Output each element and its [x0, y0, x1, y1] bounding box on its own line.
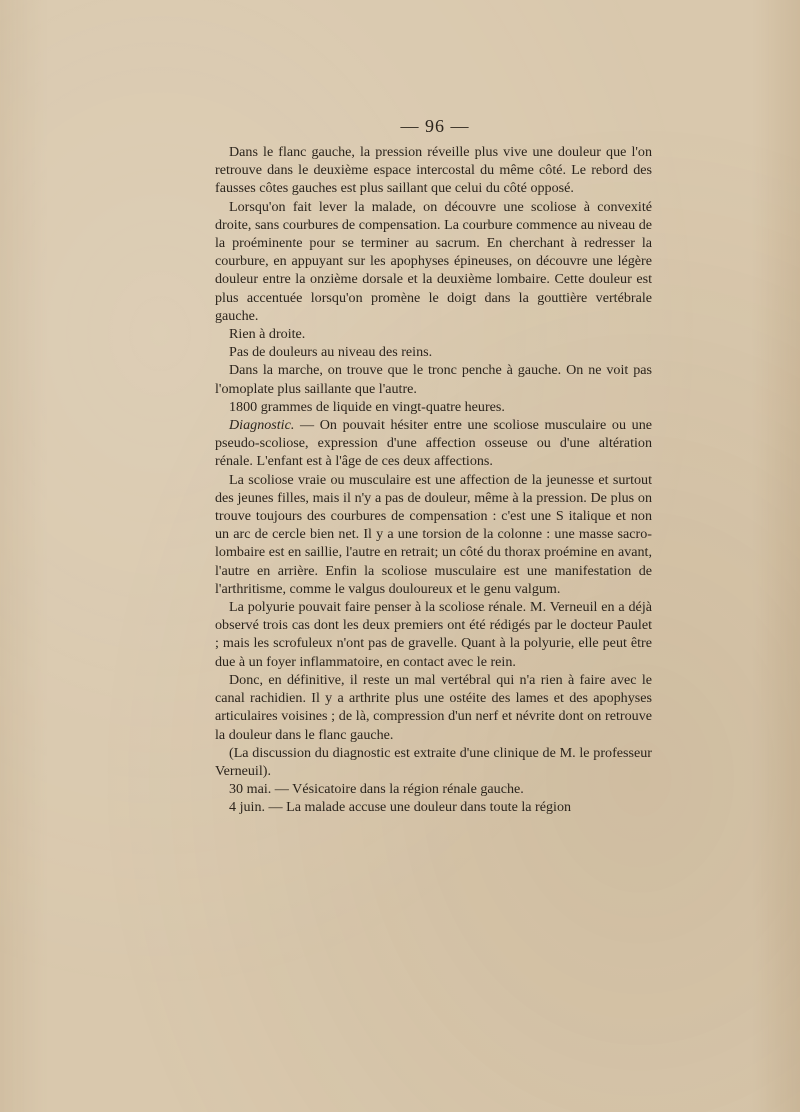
paragraph: La scoliose vraie ou musculaire est une affection de la jeunesse et surtout des jeunes filles, mais il n'y a pas de douleur, même à la pression. De plus on trouve toujours des courbures de compensation : c'est une S italique et non un arc de cercle bien net. Il y a une torsion de la colonne : une masse sacro-lombaire est en saillie, l'autre en retrait; un côté du thorax proémine en avant, l'autre en arrière. Enfin la scoliose musculaire est une manifestation de l'arthritisme, comme le valgus douloureux et le genu valgum. [215, 471, 652, 597]
paragraph: 1800 grammes de liquide en vingt-quatre heures. [229, 398, 505, 415]
paragraph: La polyurie pouvait faire penser à la scoliose rénale. M. Verneuil en a déjà observé trois cas dont les deux premiers ont été rédigés par le docteur Paulet ; mais les scrofuleux n'ont pas de gravelle. Quant à la polyurie, elle peut être due à un foyer inflammatoire, en contact avec le rein. [215, 599, 652, 670]
diagnostic-text: — On pouvait hésiter entre une scoliose musculaire ou une pseudo-scoliose, expression d'une affection osseuse ou d'une altération rénale. L'enfant est à l'âge de ces deux affections. [215, 417, 652, 470]
paragraph: Donc, en définitive, il reste un mal vertébral qui n'a rien à faire avec le canal rachidien. Il y a arthrite plus une ostéite des lames et des apophyses articulaires voisines ; de là, compression d'un nerf et névrite dont on retrouve la douleur dans le flanc gauche. [215, 671, 652, 743]
paragraph-diagnostic [215, 416, 652, 471]
paragraph: Dans la marche, on trouve que le tronc penche à gauche. On ne voit pas l'omoplate plus saillante que l'autre. [215, 362, 652, 397]
body-text [215, 143, 652, 817]
page-number: — 96 — [400, 116, 470, 136]
paragraph: Lorsqu'on fait lever la malade, on découvre une scoliose à convexité droite, sans courbures de compensation. La courbure commence au niveau de la proéminente pour se terminer au sacrum. En cherchant à redresser la courbure, en appuyant sur les apophyses épineuses, on découvre une légère douleur entre la onzième dorsale et la deuxième lombaire. Cette douleur est plus accentuée lorsqu'on promène le doigt dans la gouttière vertébrale gauche. [215, 198, 652, 324]
paragraph: 30 mai. — Vésicatoire dans la région rénale gauche. [229, 781, 524, 798]
paragraph: Pas de douleurs au niveau des reins. [229, 344, 433, 361]
paragraph: Dans le flanc gauche, la pression réveille plus vive une douleur que l'on retrouve dans le deuxième espace intercostal du même côté. Le rebord des fausses côtes gauches est plus saillant que celui du côté opposé. [215, 144, 652, 197]
diagnostic-label: Diagnostic. [229, 417, 295, 434]
paragraph: (La discussion du diagnostic est extraite d'une clinique de M. le professeur Verneuil). [215, 744, 652, 779]
paragraph: Rien à droite. [229, 326, 306, 343]
paragraph: 4 juin. — La malade accuse une douleur dans toute la région [229, 799, 572, 816]
